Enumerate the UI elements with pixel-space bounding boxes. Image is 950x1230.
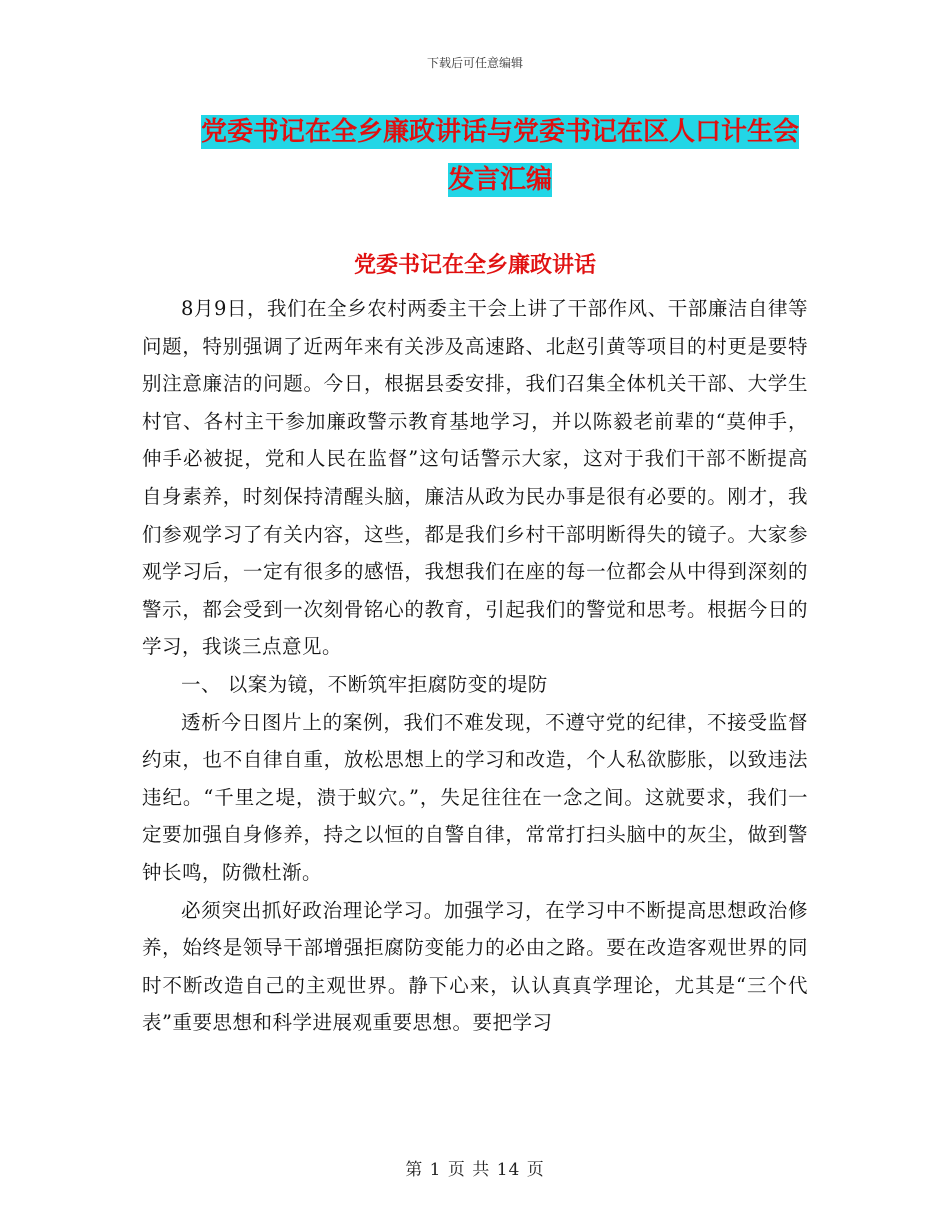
paragraph-heading: 一、 以案为镜，不断筑牢拒腐防变的堤防 — [181, 672, 548, 696]
body-text — [142, 290, 808, 1042]
title-line-1: 党委书记在全乡廉政讲话与党委书记在区人口计生会 — [200, 117, 799, 147]
title-line-2: 发言汇编 — [447, 165, 552, 195]
section-title: 党委书记在全乡廉政讲话 — [353, 253, 596, 278]
paragraph: 透析今日图片上的案例，我们不难发现，不遵守党的纪律，不接受监督约束，也不自律自重，放松思想上的学习和改造，个人私欲膨胀，以致违法违纪。“千里之堤，溃于蚁穴。”，失足往往在一念之间。这就要求，我们一定要加强自身修养，持之以恒的自警自律，常常打扫头脑中的灰尘，做到警钟长鸣，防微杜渐。 — [142, 710, 808, 884]
header-note: 下载后可任意编辑 — [426, 56, 523, 70]
paragraph: 必须突出抓好政治理论学习。加强学习，在学习中不断提高思想政治修养，始终是领导干部增强拒腐防变能力的必由之路。要在改造客观世界的同时不断改造自己的主观世界。静下心来，认认真真学理论，尤其是“三个代表”重要思想和科学进展观重要思想。要把学习 — [142, 898, 808, 1035]
document-title — [190, 108, 810, 204]
paragraph: 8月9日，我们在全乡农村两委主干会上讲了干部作风、干部廉洁自律等问题，特别强调了近两年来有关涉及高速路、北赵引黄等项目的村更是要特别注意廉洁的问题。今日，根据县委安排，我们召集全体机关干部、大学生村官、各村主干参加廉政警示教育基地学习，并以陈毅老前辈的“莫伸手，伸手必被捉，党和人民在监督”这句话警示大家，这对于我们干部不断提高自身素养，时刻保持清醒头脑，廉洁从政为民办事是很有必要的。刚才，我们参观学习了有关内容，这些，都是我们乡村干部明断得失的镜子。大家参观学习后，一定有很多的感悟，我想我们在座的每一位都会从中得到深刻的警示，都会受到一次刻骨铭心的教育，引起我们的警觉和思考。根据今日的学习，我谈三点意见。 — [142, 297, 808, 659]
page-footer: 第 1 页 共 14 页 — [405, 1160, 545, 1180]
